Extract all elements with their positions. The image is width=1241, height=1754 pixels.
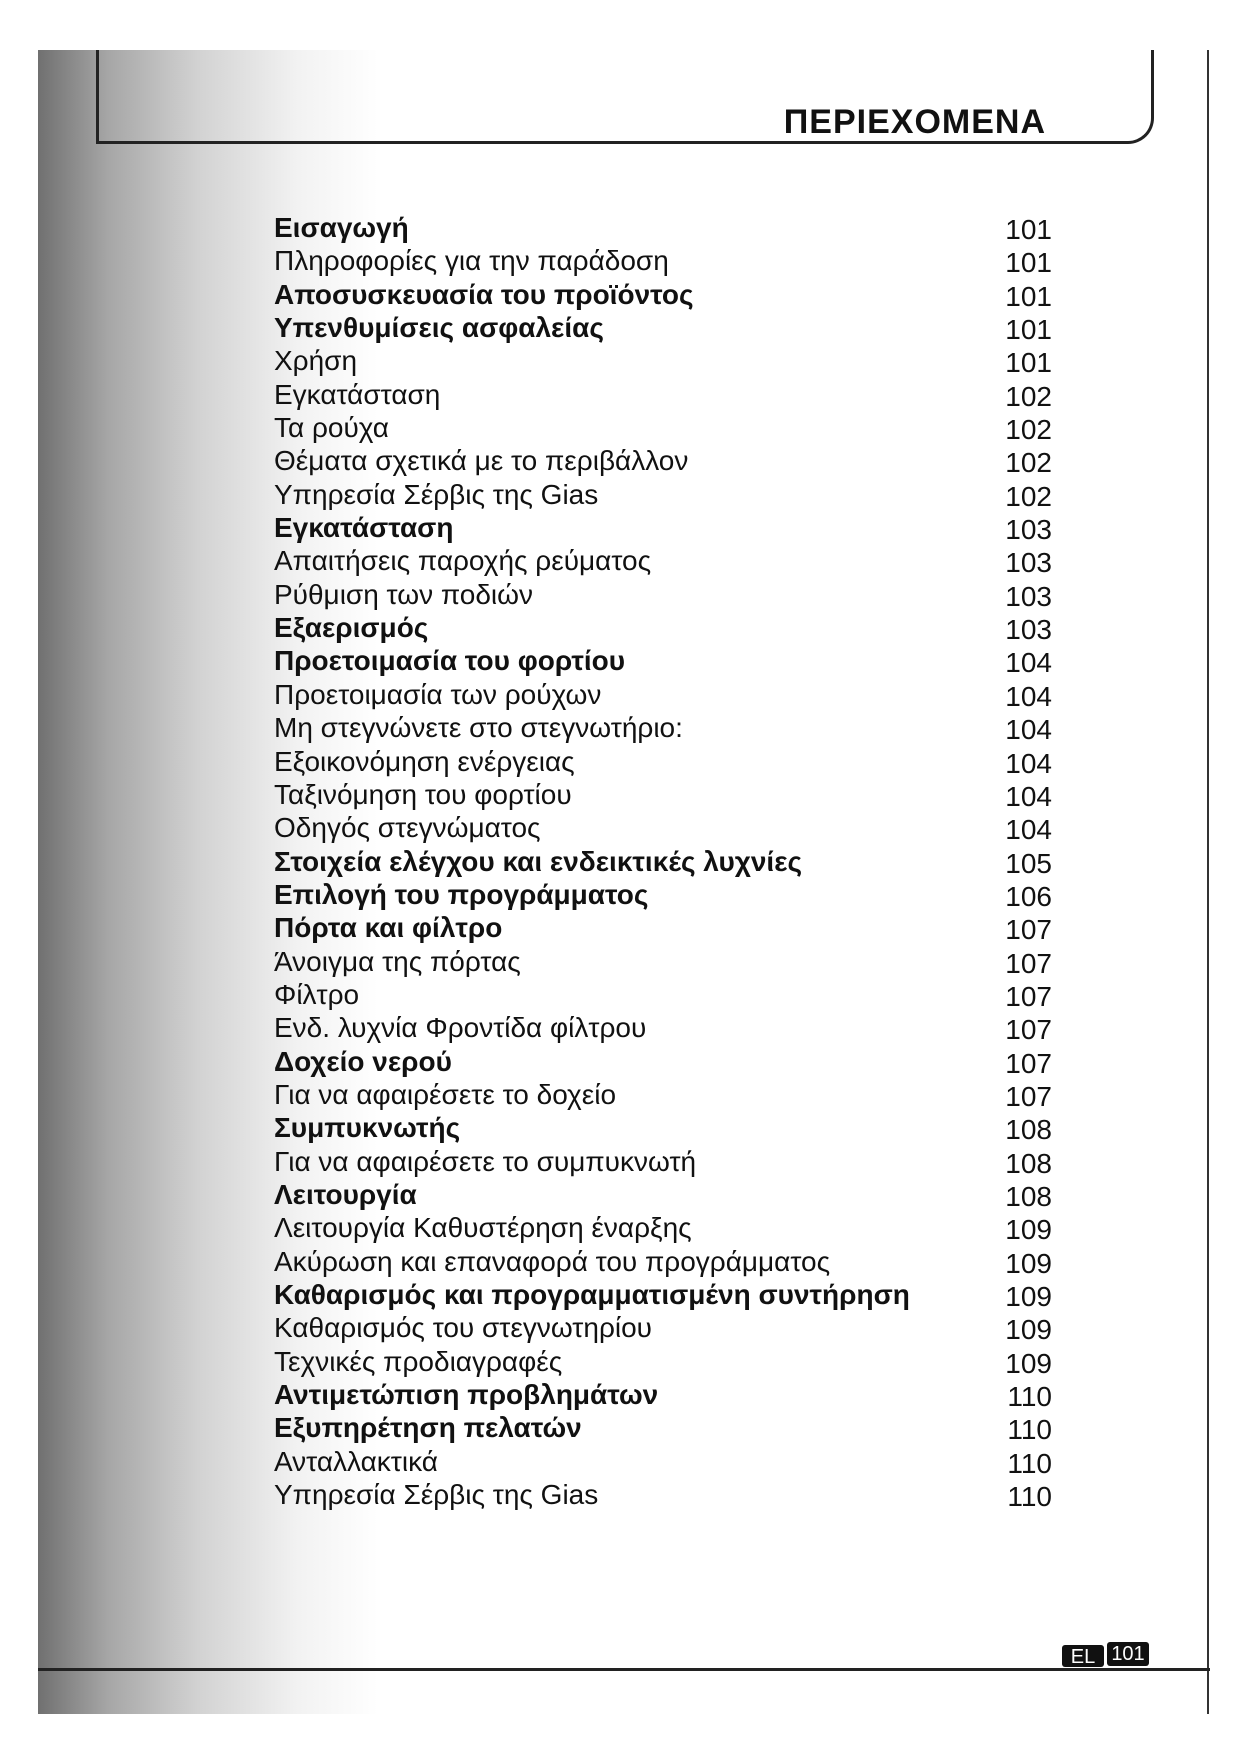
toc-entry-page: 102 xyxy=(1005,380,1052,412)
toc-entry-title: Προετοιμασία του φορτίου xyxy=(274,645,626,677)
toc-entry[interactable] xyxy=(274,1145,1060,1178)
toc-entry[interactable] xyxy=(274,344,1060,377)
toc-entry-title: Μη στεγνώνετε στο στεγνωτήριο: xyxy=(274,712,683,744)
toc-entry-title: Ταξινόμηση του φορτίου xyxy=(274,778,572,810)
toc-entry-title: Ρύθμιση των ποδιών xyxy=(274,578,534,610)
toc-entry[interactable] xyxy=(274,1445,1060,1478)
toc-entry-title: Επιλογή του προγράμματος xyxy=(274,878,649,910)
toc-entry-title: Υπενθυμίσεις ασφαλείας xyxy=(274,312,604,344)
toc-entry[interactable] xyxy=(274,1411,1060,1444)
toc-entry-page: 108 xyxy=(1005,1114,1052,1146)
toc-entry[interactable] xyxy=(274,1378,1060,1411)
page-number-badge: 101 xyxy=(1107,1642,1149,1666)
toc-entry[interactable] xyxy=(274,1311,1060,1344)
toc-entry[interactable] xyxy=(274,578,1060,611)
toc-entry[interactable] xyxy=(274,1478,1060,1511)
toc-entry-title: Εξυπηρέτηση πελατών xyxy=(274,1412,582,1444)
toc-entry-page: 107 xyxy=(1005,914,1052,946)
toc-entry-title: Χρήση xyxy=(274,345,358,377)
toc-entry[interactable] xyxy=(274,1045,1060,1078)
toc-entry[interactable] xyxy=(274,845,1060,878)
toc-entry[interactable] xyxy=(274,444,1060,477)
toc-entry[interactable] xyxy=(274,478,1060,511)
toc-entry-title: Ανταλλακτικά xyxy=(274,1445,438,1477)
toc-entry[interactable] xyxy=(274,278,1060,311)
toc-entry-page: 104 xyxy=(1005,714,1052,746)
toc-entry-title: Εξοικονόμηση ενέργειας xyxy=(274,745,575,777)
toc-entry-title: Φίλτρο xyxy=(274,978,360,1010)
toc-entry[interactable] xyxy=(274,945,1060,978)
toc-entry-title: Τεχνικές προδιαγραφές xyxy=(274,1345,563,1377)
toc-entry-page: 103 xyxy=(1005,614,1052,646)
toc-entry-page: 102 xyxy=(1005,447,1052,479)
toc-entry[interactable] xyxy=(274,1111,1060,1144)
toc-entry-page: 101 xyxy=(1005,347,1052,379)
toc-entry[interactable] xyxy=(274,411,1060,444)
toc-entry-title: Αποσυσκευασία του προϊόντος xyxy=(274,278,694,310)
toc-entry-page: 104 xyxy=(1005,680,1052,712)
toc-entry-title: Οδηγός στεγνώματος xyxy=(274,812,541,844)
bottom-rule xyxy=(38,1668,1210,1671)
toc-entry[interactable] xyxy=(274,1178,1060,1211)
toc-entry-title: Λειτουργία Καθυστέρηση έναρξης xyxy=(274,1212,692,1244)
toc-entry[interactable] xyxy=(274,811,1060,844)
toc-entry-title: Ακύρωση και επαναφορά του προγράμματος xyxy=(274,1245,831,1277)
toc-entry-page: 101 xyxy=(1005,280,1052,312)
toc-entry[interactable] xyxy=(274,778,1060,811)
toc-entry-page: 102 xyxy=(1005,480,1052,512)
toc-entry[interactable] xyxy=(274,311,1060,344)
toc-entry-page: 109 xyxy=(1005,1247,1052,1279)
toc-entry-page: 103 xyxy=(1005,547,1052,579)
toc-entry-page: 109 xyxy=(1005,1214,1052,1246)
toc-entry[interactable] xyxy=(274,1278,1060,1311)
toc-entry[interactable] xyxy=(274,878,1060,911)
toc-entry[interactable] xyxy=(274,611,1060,644)
toc-entry-page: 103 xyxy=(1005,580,1052,612)
toc-entry-title: Υπηρεσία Σέρβις της Gias xyxy=(274,1479,599,1511)
toc-entry-page: 107 xyxy=(1005,947,1052,979)
language-badge: EL xyxy=(1062,1645,1104,1667)
toc-entry-title: Πληροφορίες για την παράδοση xyxy=(274,245,669,277)
toc-entry-page: 102 xyxy=(1005,414,1052,446)
toc-entry[interactable] xyxy=(274,644,1060,677)
toc-entry-title: Αντιμετώπιση προβλημάτων xyxy=(274,1379,659,1411)
toc-entry[interactable] xyxy=(274,1345,1060,1378)
toc-entry-title: Ενδ. λυχνία Φροντίδα φίλτρου xyxy=(274,1012,647,1044)
toc-entry-page: 109 xyxy=(1005,1281,1052,1312)
toc-entry-title: Θέματα σχετικά με το περιβάλλον xyxy=(274,445,689,477)
toc-entry-title: Λειτουργία xyxy=(274,1178,417,1210)
toc-entry-page: 108 xyxy=(1005,1180,1052,1212)
toc-entry[interactable] xyxy=(274,378,1060,411)
toc-entry-page: 110 xyxy=(1007,1447,1052,1479)
toc-entry[interactable] xyxy=(274,544,1060,577)
toc-entry-page: 107 xyxy=(1005,1047,1052,1079)
toc-entry-title: Τα ρούχα xyxy=(274,412,389,444)
toc-entry-title: Πόρτα και φίλτρο xyxy=(274,912,503,944)
right-rule xyxy=(1207,50,1209,1714)
toc-entry-title: Υπηρεσία Σέρβις της Gias xyxy=(274,478,599,510)
toc-entry-title: Καθαρισμός και προγραμματισμένη συντήρηση xyxy=(274,1279,910,1310)
toc-entry-title: Για να αφαιρέσετε το δοχείο xyxy=(274,1078,617,1110)
toc-entry[interactable] xyxy=(274,244,1060,277)
toc-entry[interactable] xyxy=(274,1078,1060,1111)
toc-entry[interactable] xyxy=(274,978,1060,1011)
toc-entry[interactable] xyxy=(274,745,1060,778)
toc-entry-page: 103 xyxy=(1005,514,1052,546)
toc-entry-page: 104 xyxy=(1005,747,1052,779)
toc-entry-page: 107 xyxy=(1005,1080,1052,1112)
toc-entry-page: 101 xyxy=(1005,314,1052,346)
toc-entry[interactable] xyxy=(274,211,1060,244)
toc-entry-page: 101 xyxy=(1005,247,1052,279)
toc-entry-title: Εξαερισμός xyxy=(274,612,429,644)
toc-entry[interactable] xyxy=(274,1011,1060,1044)
toc-entry-page: 104 xyxy=(1005,814,1052,846)
toc-entry[interactable] xyxy=(274,511,1060,544)
page-title: ΠΕΡΙΕΧΟΜΕΝΑ xyxy=(783,103,1046,141)
toc-entry[interactable] xyxy=(274,678,1060,711)
table-of-contents xyxy=(274,211,1060,1511)
toc-entry[interactable] xyxy=(274,1211,1060,1244)
toc-entry-page: 107 xyxy=(1005,1014,1052,1046)
toc-entry-page: 104 xyxy=(1005,780,1052,812)
toc-entry-page: 107 xyxy=(1005,980,1052,1012)
toc-entry-title: Καθαρισμός του στεγνωτηρίου xyxy=(274,1312,652,1344)
toc-entry-page: 105 xyxy=(1005,847,1052,879)
toc-entry-title: Απαιτήσεις παροχής ρεύματος xyxy=(274,545,652,577)
toc-entry-page: 110 xyxy=(1007,1381,1052,1413)
toc-entry-title: Για να αφαιρέσετε το συμπυκνωτή xyxy=(274,1145,697,1177)
toc-entry-title: Εγκατάσταση xyxy=(274,378,441,410)
toc-entry-page: 110 xyxy=(1007,1414,1052,1446)
toc-entry-title: Άνοιγμα της πόρτας xyxy=(274,945,521,977)
toc-entry-page: 109 xyxy=(1005,1314,1052,1346)
toc-entry-title: Εισαγωγή xyxy=(274,212,409,243)
toc-entry[interactable] xyxy=(274,711,1060,744)
toc-entry-page: 108 xyxy=(1005,1147,1052,1179)
toc-entry[interactable] xyxy=(274,911,1060,944)
toc-entry-title: Δοχείο νερού xyxy=(274,1045,452,1077)
toc-entry-title: Εγκατάσταση xyxy=(274,512,454,544)
toc-entry-title: Προετοιμασία των ρούχων xyxy=(274,678,602,710)
toc-entry-page: 106 xyxy=(1005,880,1052,912)
toc-entry[interactable] xyxy=(274,1245,1060,1278)
toc-entry-page: 110 xyxy=(1007,1481,1052,1513)
toc-entry-title: Στοιχεία ελέγχου και ενδεικτικές λυχνίες xyxy=(274,845,803,877)
toc-entry-page: 101 xyxy=(1005,214,1052,245)
toc-entry-title: Συμπυκνωτής xyxy=(274,1112,461,1144)
toc-entry-page: 109 xyxy=(1005,1347,1052,1379)
toc-entry-page: 104 xyxy=(1005,647,1052,679)
